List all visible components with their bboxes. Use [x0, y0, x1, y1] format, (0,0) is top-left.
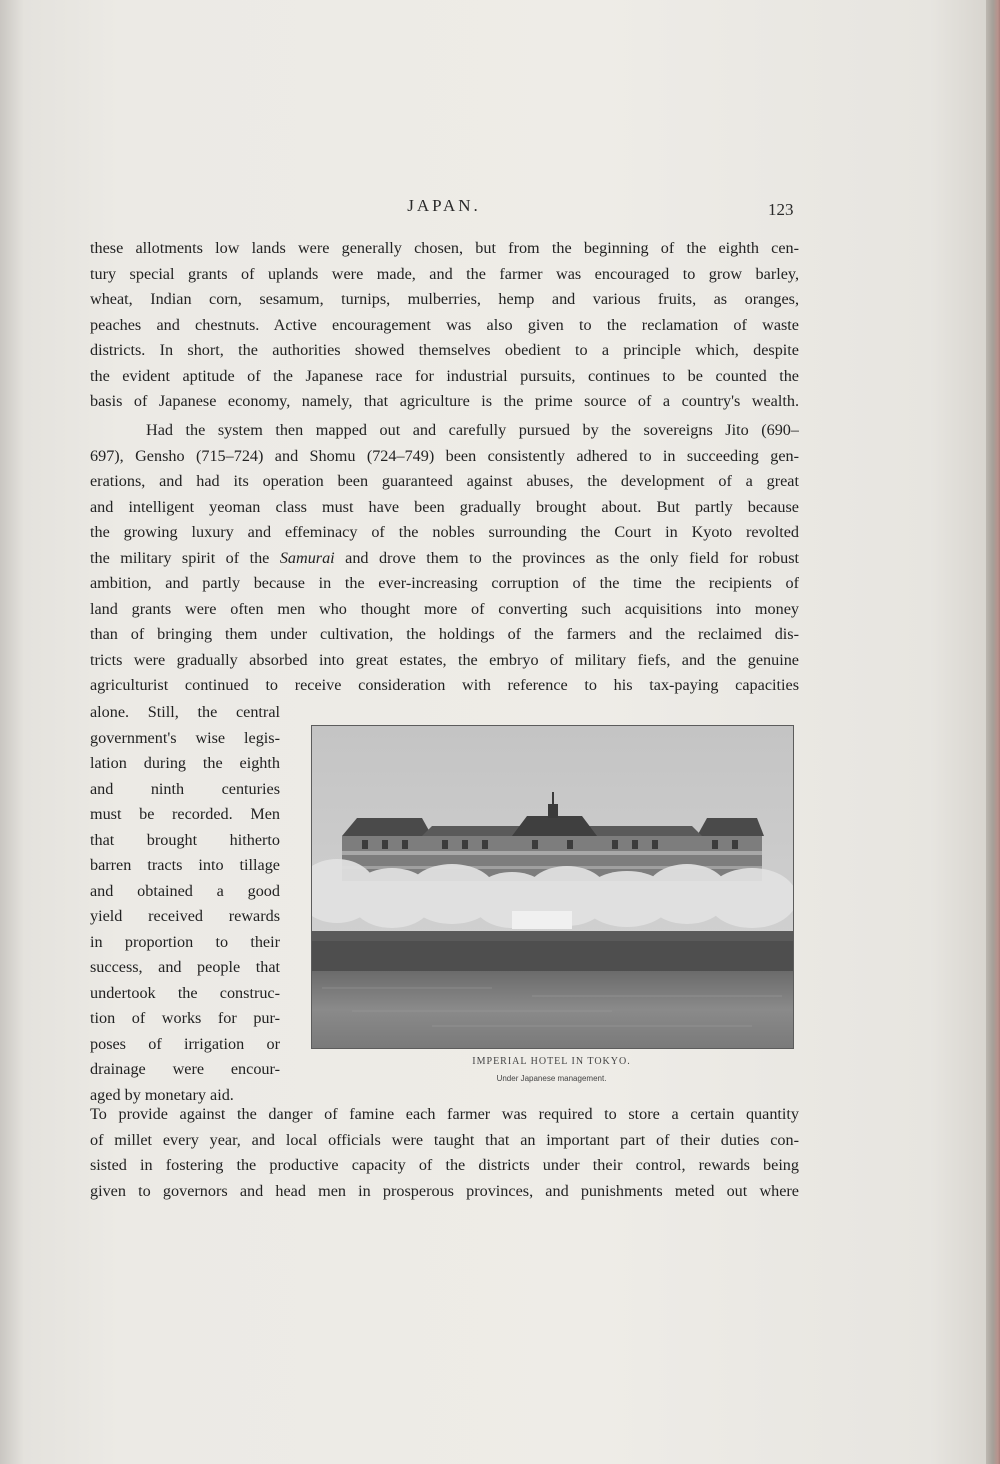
text-line: in proportion to their [90, 932, 280, 951]
text-line: districts. In short, the authorities showed themselves obedient to a principle which, despite [90, 341, 799, 359]
text-line [90, 546, 799, 572]
text-line: sisted in fostering the productive capacity of the districts under their control, rewards being [90, 1156, 799, 1174]
text-line: alone. Still, the central [90, 703, 280, 721]
top-paragraph [90, 236, 799, 415]
text-line: undertook the construc- [90, 983, 280, 1002]
text-line: yield received rewards [90, 907, 280, 925]
figure-subcaption: Under Japanese management. [496, 1074, 607, 1083]
text-line: tricts were gradually absorbed into great estates, the embryo of military fiefs, and the genuine [90, 650, 799, 669]
text-line: 697), Gensho (715–724) and Shomu (724–749) been consistently adhered to in succeeding gen- [90, 446, 799, 465]
page-number: 123 [768, 200, 794, 219]
bottom-paragraph [90, 1102, 799, 1204]
text-line: Had the system then mapped out and carefully pursued by the sovereigns Jito (690– [146, 421, 799, 439]
figure-caption: IMPERIAL HOTEL IN TOKYO. [472, 1056, 631, 1067]
text-line: basis of Japanese economy, namely, that agriculture is the prime source of a country's wealth. [90, 392, 799, 410]
text-line: the evident aptitude of the Japanese race for industrial pursuits, continues to be counted the [90, 366, 799, 385]
running-title: JAPAN. [407, 196, 481, 215]
text-line: these allotments low lands were generally chosen, but from the beginning of the eighth cen- [90, 239, 799, 257]
book-edge [986, 0, 1000, 1464]
text-line: To provide against the danger of famine each farmer was required to store a certain quantity [90, 1105, 799, 1123]
text-line: success, and people that [90, 958, 280, 976]
text-line: agriculturist continued to receive consideration with reference to his tax-paying capacities [90, 676, 799, 694]
text-line: lation during the eighth [90, 754, 280, 772]
text-line: must be recorded. Men [90, 805, 280, 823]
hotel-photo-illustration [312, 726, 793, 1048]
text-line: and ninth centuries [90, 779, 280, 798]
text-line: erations, and had its operation been guaranteed against abuses, the development of a great [90, 472, 799, 490]
text-line: tion of works for pur- [90, 1009, 280, 1027]
text-line: ambition, and partly because in the ever-increasing corruption of the time the recipients of [90, 574, 799, 592]
text-line: the growing luxury and effeminacy of the nobles surrounding the Court in Kyoto revolted [90, 523, 799, 541]
text-line: than of bringing them under cultivation, the holdings of the farmers and the reclaimed dis- [90, 625, 799, 643]
second-paragraph [90, 418, 799, 699]
text-line: wheat, Indian corn, sesamum, turnips, mulberries, hemp and various fruits, as oranges, [90, 290, 799, 308]
side-column [90, 700, 280, 1108]
text-line: peaches and chestnuts. Active encouragement was also given to the reclamation of waste [90, 315, 799, 334]
samurai-term: Samurai [279, 548, 335, 567]
text-line: aged by monetary aid. [90, 1085, 234, 1104]
text-line: and obtained a good [90, 881, 280, 900]
imperial-hotel-photo [311, 725, 794, 1049]
text-line: government's wise legis- [90, 728, 280, 747]
text-line: tury special grants of uplands were made, and the farmer was encouraged to grow barley, [90, 264, 799, 283]
text-run: the military spirit of the [90, 548, 280, 567]
text-line: given to governors and head men in prosperous provinces, and punishments meted out where [90, 1181, 799, 1200]
text-line: of millet every year, and local officials were taught that an important part of their duties con- [90, 1130, 799, 1149]
text-line: drainage were encour- [90, 1060, 280, 1078]
text-line: poses of irrigation or [90, 1034, 280, 1053]
text-line: and intelligent yeoman class must have been gradually brought about. But partly because [90, 497, 799, 516]
text-run: and drove them to the provinces as the only field for robust [334, 548, 799, 567]
text-line: that brought hitherto [90, 830, 280, 849]
text-line: land grants were often men who thought more of converting such acquisitions into money [90, 599, 799, 618]
text-line: barren tracts into tillage [90, 856, 280, 874]
